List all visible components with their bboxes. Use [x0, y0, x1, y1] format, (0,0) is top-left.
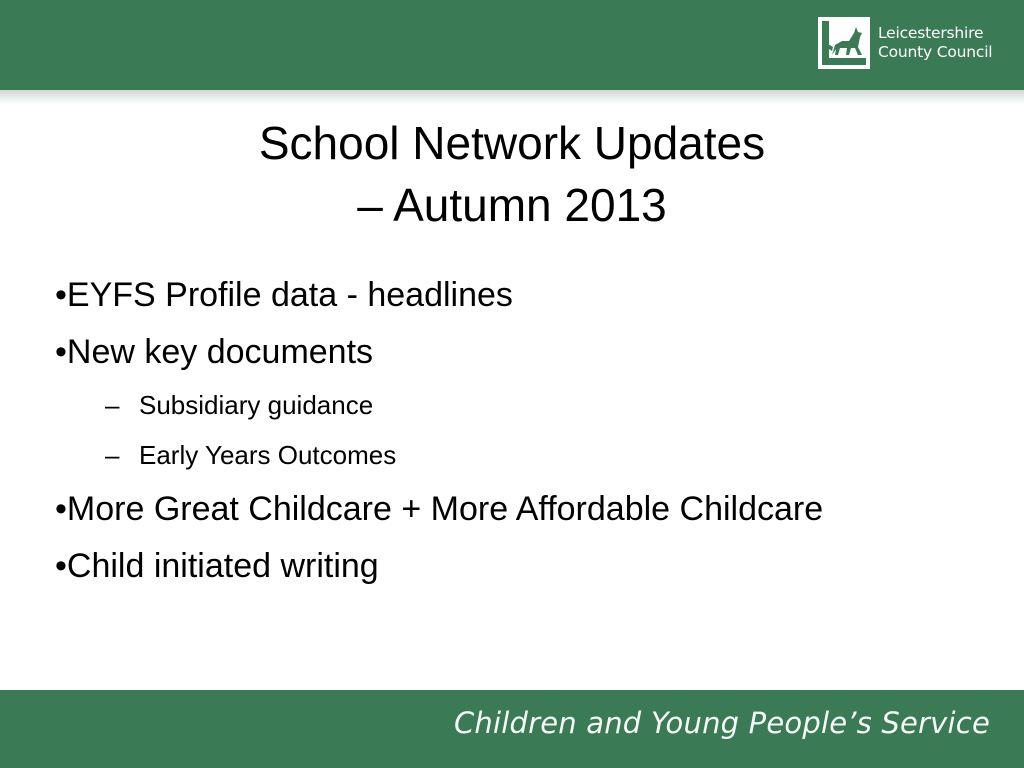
slide-title — [150, 112, 874, 236]
slide-title-line2: – Autumn 2013 — [357, 179, 667, 231]
sub-bullet-text: Subsidiary guidance — [139, 390, 374, 420]
sub-bullet-text: Early Years Outcomes — [139, 440, 397, 470]
sub-bullet-item — [105, 439, 995, 471]
bullet-item: •New key documents — [55, 333, 374, 371]
bullet-item: •Child initiated writing — [55, 547, 379, 585]
bullet-item: •More Great Childcare + More Affordable Childcare — [55, 490, 824, 528]
header-shadow — [0, 90, 1024, 104]
bullet-list — [55, 275, 995, 603]
fox-logo-icon — [818, 17, 870, 69]
sub-bullet-item — [105, 389, 995, 421]
footer-service-name: Children and Young People’s Service — [453, 706, 990, 740]
slide-title-line1: School Network Updates — [258, 117, 766, 169]
council-name-line1: Leicestershire — [878, 24, 984, 42]
sub-bullet-dash: – — [105, 390, 120, 420]
council-logo — [818, 16, 992, 70]
council-name-line2: County Council — [878, 43, 993, 61]
council-name — [878, 24, 992, 62]
sub-bullet-dash: – — [105, 440, 120, 470]
bullet-item: •EYFS Profile data - headlines — [55, 276, 513, 314]
